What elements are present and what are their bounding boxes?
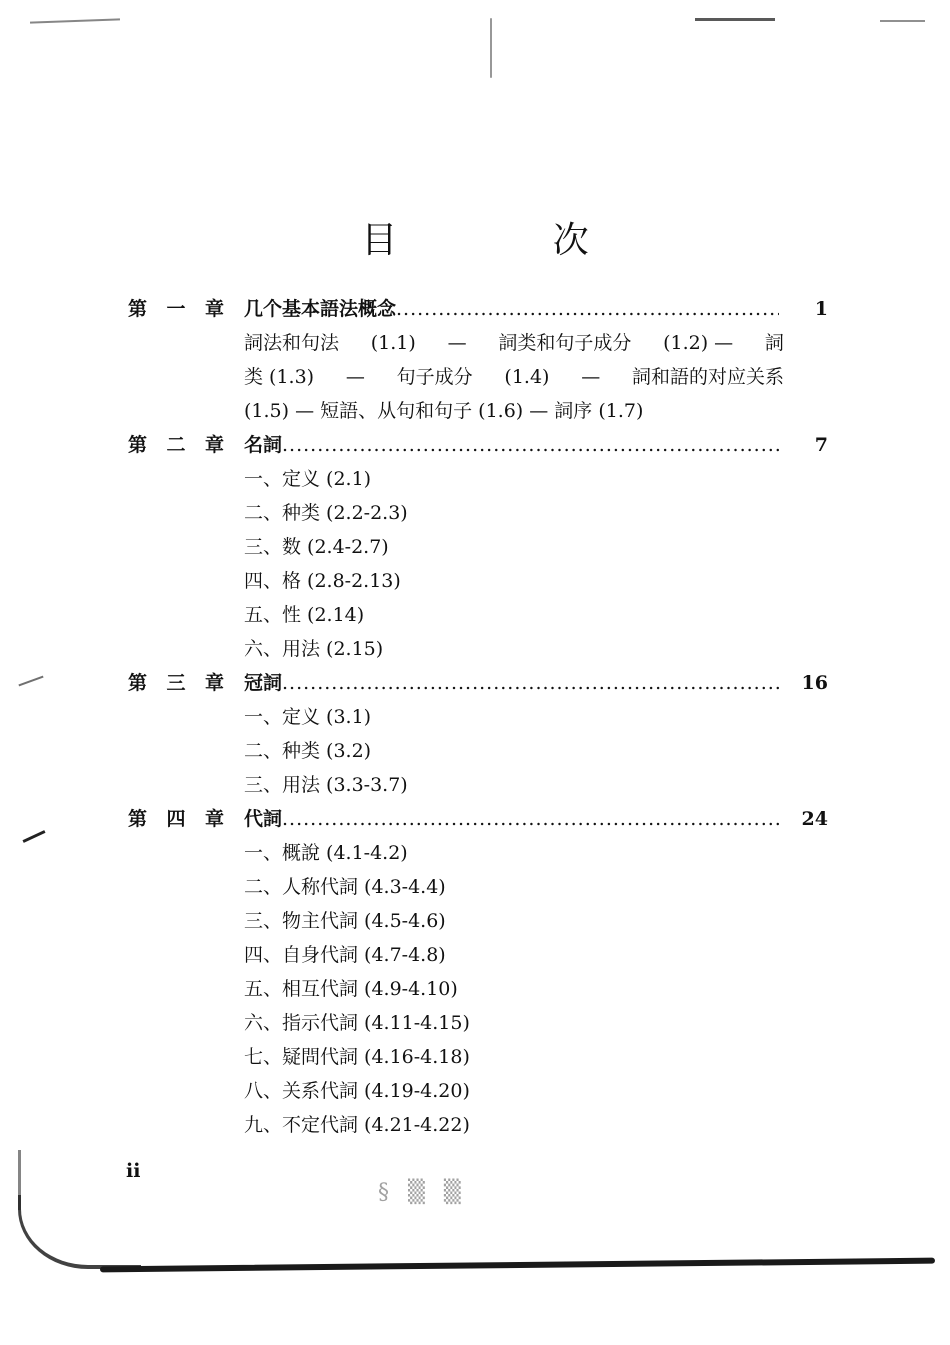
toc-entry[interactable]: 二、种类 (2.2-2.3) [244, 502, 408, 524]
dot-leader [282, 666, 779, 700]
chapter-title: 代詞 ..... [244, 802, 779, 836]
toc-entry[interactable]: 八、关系代詞 (4.19-4.20) [244, 1080, 470, 1102]
page-title: 目 次 [361, 220, 661, 261]
chapter-title: 冠詞 ..... [244, 666, 779, 700]
scan-artifact [22, 830, 45, 843]
chapter-title: 几个基本語法概念 ..... [244, 292, 779, 326]
scan-artifact [30, 18, 120, 23]
toc-entry[interactable]: 四、格 (2.8-2.13) [244, 570, 401, 592]
toc-entry[interactable]: 二、人称代詞 (4.3-4.4) [244, 876, 446, 898]
chapter-label: 第 二 章 [128, 434, 224, 456]
page-bottom-edge [100, 1258, 935, 1273]
scan-artifact [695, 18, 775, 21]
dot-leader [282, 802, 779, 836]
toc-entry[interactable]: 一、定义 (3.1) [244, 706, 372, 728]
chapter-label: 第 三 章 [128, 672, 224, 694]
library-stamp: § ▒ ▒ [378, 1180, 467, 1205]
chapter-label: 第 四 章 [128, 808, 224, 830]
toc-entry[interactable]: 三、用法 (3.3-3.7) [244, 774, 408, 796]
chapter-page-number: 16 [801, 672, 828, 694]
chapter-row[interactable] [128, 802, 828, 836]
toc-entry[interactable]: 五、性 (2.14) [244, 604, 365, 626]
scan-artifact [18, 676, 43, 687]
scan-artifact [490, 18, 492, 78]
toc-entry[interactable]: 一、概說 (4.1-4.2) [244, 842, 408, 864]
chapter-title: 名詞 ..... [244, 428, 779, 462]
description-line: (1.5) — 短語、从句和句子 (1.6) — 詞序 (1.7) [244, 400, 644, 422]
toc-entry[interactable]: 五、相互代詞 (4.9-4.10) [244, 978, 458, 1000]
chapter-label: 第 一 章 [128, 298, 224, 320]
toc-entry[interactable]: 一、定义 (2.1) [244, 468, 372, 490]
toc-entry[interactable]: 九、不定代詞 (4.21-4.22) [244, 1114, 470, 1136]
chapter-row[interactable] [128, 292, 828, 326]
toc-entry[interactable]: 二、种类 (3.2) [244, 740, 372, 762]
toc-entry[interactable]: 四、自身代詞 (4.7-4.8) [244, 944, 446, 966]
page-folio: ii [126, 1160, 141, 1182]
chapter-row[interactable] [128, 428, 828, 462]
description-line: 类 (1.3) — 句子成分 (1.4) — 詞和語的对应关系 [244, 366, 784, 388]
chapter-description [244, 326, 784, 428]
page-curl-shadow [18, 1195, 141, 1269]
chapter-page-number: 1 [814, 298, 828, 320]
toc-entry[interactable]: 七、疑問代詞 (4.16-4.18) [244, 1046, 470, 1068]
scan-artifact [880, 20, 925, 22]
toc-entry[interactable]: 六、指示代詞 (4.11-4.15) [244, 1012, 470, 1034]
toc-entry[interactable]: 三、物主代詞 (4.5-4.6) [244, 910, 446, 932]
toc-entry[interactable]: 三、数 (2.4-2.7) [244, 536, 389, 558]
chapter-row[interactable] [128, 666, 828, 700]
chapter-page-number: 7 [814, 434, 828, 456]
description-line: 詞法和句法 (1.1) — 詞类和句子成分 (1.2) — 詞 [244, 332, 784, 354]
chapter-page-number: 24 [801, 808, 828, 830]
dot-leader [396, 292, 779, 326]
toc-entry[interactable]: 六、用法 (2.15) [244, 638, 384, 660]
dot-leader [282, 428, 779, 462]
